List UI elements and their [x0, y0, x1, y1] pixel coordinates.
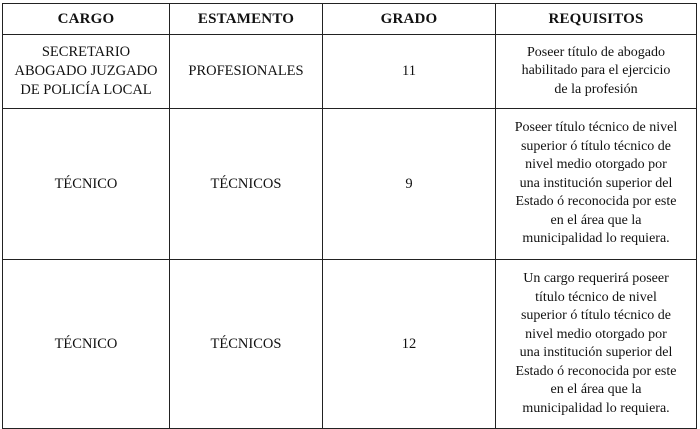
table-row — [3, 109, 697, 260]
cell-requisitos — [496, 35, 697, 109]
cell-cargo — [3, 35, 170, 109]
cell-grado: 9 — [323, 109, 496, 260]
cell-grado: 11 — [323, 35, 496, 109]
cargos-table — [2, 3, 697, 429]
cargo-text: TÉCNICO — [54, 335, 118, 352]
table-row — [3, 260, 697, 429]
cell-grado: 12 — [323, 260, 496, 429]
requisitos-text: Poseer título técnico de nivel superior ó título técnico de nivel medio otorgado por una institución superior del Estado ó reconocida por este en el área que la municipalidad lo requiera. — [514, 120, 678, 247]
cell-estamento: TÉCNICOS — [170, 109, 323, 260]
header-row — [3, 4, 697, 35]
requisitos-text: Un cargo requerirá poseer título técnico de nivel superior ó título técnico de nivel medio otorgado por una institución superior del Estado ó reconocida por este en el área que la municipalidad lo requiera. — [515, 271, 677, 416]
cargo-text: SECRETARIO ABOGADO JUZGADO DE POLICÍA LOCAL — [14, 44, 158, 98]
cell-requisitos — [496, 109, 697, 260]
header-grado: GRADO — [323, 4, 496, 35]
cell-estamento: PROFESIONALES — [170, 35, 323, 109]
cargo-text: TÉCNICO — [54, 175, 118, 192]
header-estamento: ESTAMENTO — [170, 4, 323, 35]
cell-cargo — [3, 109, 170, 260]
requisitos-text: Poseer título de abogado habilitado para el ejercicio de la profesión — [521, 44, 671, 97]
header-requisitos: REQUISITOS — [496, 4, 697, 35]
cell-cargo — [3, 260, 170, 429]
cell-estamento: TÉCNICOS — [170, 260, 323, 429]
cell-requisitos — [496, 260, 697, 429]
header-cargo: CARGO — [3, 4, 170, 35]
table-row — [3, 35, 697, 109]
